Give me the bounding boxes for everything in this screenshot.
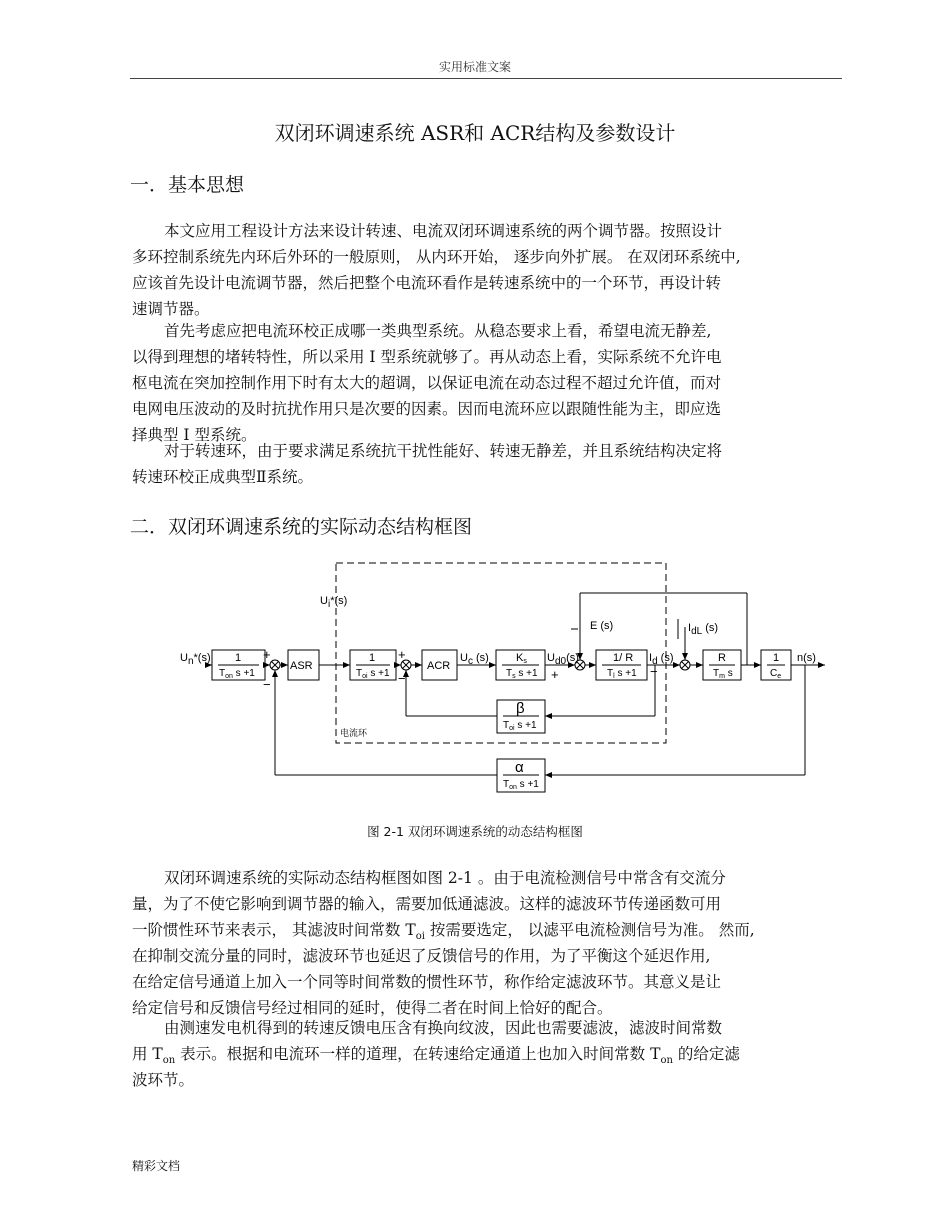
control-voltage-label: Uc (s) bbox=[460, 652, 489, 667]
current-reference-label: Ui*(s) bbox=[320, 595, 348, 610]
mechanical-denominator: $T_m$ s bbox=[713, 668, 733, 680]
text-line: 速调节器。 bbox=[132, 300, 210, 318]
header-rule bbox=[130, 78, 842, 79]
plus-sign: + bbox=[263, 647, 271, 662]
emf-numerator: 1 bbox=[773, 652, 780, 664]
minus-sign: − bbox=[263, 677, 271, 692]
block-diagram bbox=[170, 555, 840, 805]
text-line: 给定信号和反馈信号经过相同的延时，使得二者在时间上恰好的配合。 bbox=[132, 999, 613, 1017]
mechanical-numerator: R bbox=[718, 652, 726, 664]
text-line: 以得到理想的堵转特性，所以采用 I 型系统就够了。再从动态上看，实际系统不允许电 bbox=[132, 348, 722, 366]
text-line: 择典型 I 型系统。 bbox=[132, 426, 257, 444]
filter-denominator: $T_{on}$ s +1 bbox=[219, 668, 255, 680]
text-line: 首先考虑应把电流环校正成哪一类典型系统。从稳态要求上看，希望电流无静差, bbox=[164, 322, 712, 340]
converter-output-label: Ud0(s) bbox=[547, 652, 579, 667]
speed-output-label: n(s) bbox=[797, 652, 816, 664]
armature-denominator: $T_l$ s +1 bbox=[607, 668, 637, 680]
text-line: 转速环校正成典型Ⅱ系统。 bbox=[132, 468, 314, 486]
converter-denominator: $T_s$ s +1 bbox=[506, 668, 538, 680]
text-line: 在抑制交流分量的同时，滤波环节也延迟了反馈信号的作用，为了平衡这个延迟作用, bbox=[132, 947, 711, 965]
section-1-paragraph-2 bbox=[132, 318, 844, 448]
section-2-paragraph-2 bbox=[132, 1015, 844, 1093]
text-line: 本文应用工程设计方法来设计转速、电流双闭环调速系统的两个调节器。按照设计 bbox=[164, 222, 723, 240]
current-loop-label: 电流环 bbox=[340, 728, 368, 738]
minus-sign: − bbox=[398, 671, 406, 686]
text-line: 多环控制系统先内环后外环的一般原则， 从内环开始， 逐步向外扩展。 在双闭环系统中, bbox=[132, 248, 741, 266]
alpha-symbol: α bbox=[515, 759, 524, 776]
speed-feedback-denominator: $T_{on}$ s +1 bbox=[503, 779, 539, 791]
emf-denominator: $C_e$ bbox=[770, 668, 782, 680]
plus-sign: + bbox=[398, 647, 406, 662]
load-current-label: IdL (s) bbox=[688, 622, 719, 637]
text-line: 量，为了不使它影响到调节器的输入，需要加低通滤波。这样的滤波环节传递函数可用 bbox=[132, 895, 722, 913]
filter-denominator: $T_{oi}$ s +1 bbox=[356, 668, 390, 680]
armature-current-label: Id (s) bbox=[649, 652, 674, 667]
speed-reference-label: Un*(s) bbox=[180, 652, 211, 667]
section-2-heading: 二．双闭环调速系统的实际动态结构框图 bbox=[130, 516, 473, 538]
text-line: 应该首先设计电流调节器，然后把整个电流环看作是转速系统中的一个环节，再设计转 bbox=[132, 274, 722, 292]
section-1-heading: 一．基本思想 bbox=[130, 174, 245, 196]
minus-sign: − bbox=[650, 664, 658, 679]
text-line: 一阶惯性环节来表示， 其滤波时间常数 $T_{oi}$ 按需要选定， 以滤平电流检测信号为准。 然而, bbox=[132, 921, 755, 943]
text-line: 双闭环调速系统的实际动态结构框图如图 2-1 。由于电流检测信号中常含有交流分 bbox=[164, 869, 726, 887]
section-1-paragraph-1 bbox=[132, 218, 844, 322]
page-header: 实用标准文案 bbox=[438, 60, 511, 74]
text-line: 波环节。 bbox=[132, 1071, 195, 1089]
text-line: 对于转速环，由于要求满足系统抗干扰性能好、转速无静差，并且系统结构决定将 bbox=[164, 442, 723, 460]
filter-numerator: 1 bbox=[235, 652, 242, 664]
figure-caption: 图 2-1 双闭环调速系统的动态结构框图 bbox=[367, 824, 583, 839]
beta-symbol: β bbox=[516, 700, 525, 717]
text-line: 在给定信号通道上加入一个同等时间常数的惯性环节，称作给定滤波环节。其意义是让 bbox=[132, 973, 722, 991]
text-line: 枢电流在突加控制作用下时有太大的超调，以保证电流在动态过程不超过允许值，而对 bbox=[132, 374, 722, 392]
text-line: 电网电压波动的及时抗扰作用只是次要的因素。因而电流环应以跟随性能为主，即应选 bbox=[132, 400, 722, 418]
section-2-paragraph-1 bbox=[132, 865, 844, 1021]
armature-numerator: 1/ R bbox=[613, 652, 634, 664]
text-line: 由测速发电机得到的转速反馈电压含有换向纹波，因此也需要滤波，滤波时间常数 bbox=[164, 1019, 723, 1037]
page-footer: 精彩文档 bbox=[132, 1159, 181, 1173]
section-1-paragraph-3 bbox=[132, 438, 844, 490]
plus-sign: + bbox=[551, 667, 559, 682]
asr-label: ASR bbox=[290, 660, 313, 672]
emf-label: E (s) bbox=[590, 620, 614, 632]
filter-numerator: 1 bbox=[369, 652, 376, 664]
converter-numerator: Ks bbox=[516, 652, 527, 665]
current-feedback-denominator: $T_{oi}$ s +1 bbox=[503, 720, 537, 732]
document-title: 双闭环调速系统 ASR和 ACR结构及参数设计 bbox=[274, 121, 676, 145]
acr-label: ACR bbox=[427, 660, 451, 672]
text-line: 用 $T_{on}$ 表示。根据和电流环一样的道理，在转速给定通道上也加入时间常数 $T_{on}$ 的给定滤 bbox=[132, 1045, 740, 1067]
